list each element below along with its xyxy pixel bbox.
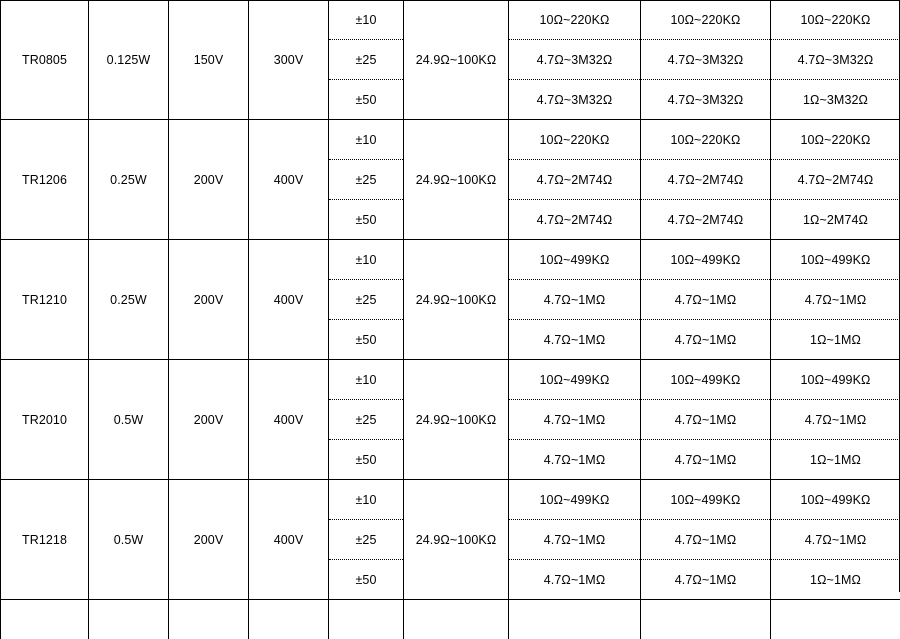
cell-tolerance: ±25 bbox=[329, 400, 404, 440]
cell-overload-voltage: 400V bbox=[249, 480, 329, 600]
cell-tcr-range: 24.9Ω~100KΩ bbox=[404, 120, 509, 240]
cell-resistance-3: 4.7Ω~1MΩ bbox=[771, 400, 900, 440]
cell-power-rating: 0.5W bbox=[89, 480, 169, 600]
cell-tcr-range: 24.9Ω~100KΩ bbox=[404, 480, 509, 600]
table-row bbox=[1, 480, 900, 520]
cell-power-rating: 0.25W bbox=[89, 240, 169, 360]
cell-tolerance: ±25 bbox=[329, 280, 404, 320]
cell-tolerance: ±25 bbox=[329, 40, 404, 80]
cell-resistance-3: 10Ω~220KΩ bbox=[771, 120, 900, 160]
cell-resistance-3: 1Ω~1MΩ bbox=[771, 440, 900, 480]
cell-resistance-1: 10Ω~499KΩ bbox=[509, 240, 641, 280]
cell-resistance-3: 4.7Ω~2M74Ω bbox=[771, 160, 900, 200]
cell-overload-voltage bbox=[249, 600, 329, 639]
cell-resistance-2: 4.7Ω~1MΩ bbox=[641, 440, 771, 480]
cell-working-voltage: 150V bbox=[169, 0, 249, 120]
cell-resistance-1: 4.7Ω~2M74Ω bbox=[509, 160, 641, 200]
cell-overload-voltage: 400V bbox=[249, 120, 329, 240]
cell-resistance-2 bbox=[641, 600, 771, 639]
cell-working-voltage: 200V bbox=[169, 480, 249, 600]
cell-tolerance: ±50 bbox=[329, 80, 404, 120]
cell-resistance-2: 4.7Ω~1MΩ bbox=[641, 520, 771, 560]
cell-resistance-2: 4.7Ω~3M32Ω bbox=[641, 40, 771, 80]
cell-overload-voltage: 400V bbox=[249, 240, 329, 360]
cell-resistance-1: 4.7Ω~1MΩ bbox=[509, 440, 641, 480]
cell-working-voltage: 200V bbox=[169, 120, 249, 240]
cell-power-rating: 0.125W bbox=[89, 0, 169, 120]
table-left-border bbox=[0, 0, 1, 592]
cell-tolerance: ±10 bbox=[329, 360, 404, 400]
cell-tolerance: ±10 bbox=[329, 240, 404, 280]
cell-working-voltage bbox=[169, 600, 249, 639]
cell-resistance-2: 10Ω~499KΩ bbox=[641, 360, 771, 400]
cell-part-number: TR1218 bbox=[1, 480, 89, 600]
cell-resistance-2: 4.7Ω~1MΩ bbox=[641, 400, 771, 440]
cell-tolerance: ±50 bbox=[329, 440, 404, 480]
cell-tcr-range: 24.9Ω~100KΩ bbox=[404, 240, 509, 360]
cell-resistance-1: 4.7Ω~3M32Ω bbox=[509, 40, 641, 80]
cell-working-voltage: 200V bbox=[169, 360, 249, 480]
cell-overload-voltage: 300V bbox=[249, 0, 329, 120]
cell-part-number: TR1206 bbox=[1, 120, 89, 240]
cell-resistance-3: 10Ω~499KΩ bbox=[771, 480, 900, 520]
cell-resistance-2: 10Ω~220KΩ bbox=[641, 120, 771, 160]
cell-tolerance: ±10 bbox=[329, 120, 404, 160]
cell-resistance-2: 4.7Ω~1MΩ bbox=[641, 560, 771, 600]
cell-tcr-range bbox=[404, 600, 509, 639]
cell-resistance-1: 4.7Ω~1MΩ bbox=[509, 280, 641, 320]
cell-resistance-3: 1Ω~1MΩ bbox=[771, 560, 900, 600]
cell-resistance-3: 10Ω~499KΩ bbox=[771, 360, 900, 400]
cell-resistance-3: 4.7Ω~1MΩ bbox=[771, 280, 900, 320]
cell-tolerance: ±10 bbox=[329, 480, 404, 520]
cell-tcr-range: 24.9Ω~100KΩ bbox=[404, 0, 509, 120]
cell-resistance-1: 10Ω~499KΩ bbox=[509, 480, 641, 520]
cell-working-voltage: 200V bbox=[169, 240, 249, 360]
cell-resistance-1: 4.7Ω~1MΩ bbox=[509, 320, 641, 360]
cell-resistance-3: 4.7Ω~3M32Ω bbox=[771, 40, 900, 80]
table-row bbox=[1, 360, 900, 400]
cell-resistance-3: 1Ω~3M32Ω bbox=[771, 80, 900, 120]
cell-tolerance: ±50 bbox=[329, 560, 404, 600]
cell-resistance-1: 10Ω~220KΩ bbox=[509, 0, 641, 40]
cell-resistance-2: 10Ω~499KΩ bbox=[641, 480, 771, 520]
cell-resistance-2: 4.7Ω~2M74Ω bbox=[641, 200, 771, 240]
table-row bbox=[1, 120, 900, 160]
cell-tolerance bbox=[329, 600, 404, 639]
cell-resistance-1 bbox=[509, 600, 641, 639]
cell-resistance-3: 1Ω~1MΩ bbox=[771, 320, 900, 360]
cell-power-rating: 0.25W bbox=[89, 120, 169, 240]
cell-tolerance: ±25 bbox=[329, 160, 404, 200]
cell-part-number: TR0805 bbox=[1, 0, 89, 120]
cell-resistance-2: 10Ω~499KΩ bbox=[641, 240, 771, 280]
cell-tolerance: ±50 bbox=[329, 320, 404, 360]
cell-tolerance: ±25 bbox=[329, 520, 404, 560]
cell-resistance-1: 4.7Ω~3M32Ω bbox=[509, 80, 641, 120]
cell-resistance-3: 10Ω~499KΩ bbox=[771, 240, 900, 280]
cell-resistance-3: 10Ω~220KΩ bbox=[771, 0, 900, 40]
cell-part-number: TR2010 bbox=[1, 360, 89, 480]
cell-resistance-1: 4.7Ω~2M74Ω bbox=[509, 200, 641, 240]
cell-part-number bbox=[1, 600, 89, 639]
table-row bbox=[1, 0, 900, 40]
table-row bbox=[1, 240, 900, 280]
cell-resistance-2: 4.7Ω~3M32Ω bbox=[641, 80, 771, 120]
cell-tcr-range: 24.9Ω~100KΩ bbox=[404, 360, 509, 480]
cell-overload-voltage: 400V bbox=[249, 360, 329, 480]
cell-resistance-2: 10Ω~220KΩ bbox=[641, 0, 771, 40]
cell-resistance-1: 4.7Ω~1MΩ bbox=[509, 520, 641, 560]
cell-resistance-1: 4.7Ω~1MΩ bbox=[509, 560, 641, 600]
table-body bbox=[1, 0, 900, 639]
cell-resistance-1: 10Ω~499KΩ bbox=[509, 360, 641, 400]
cell-resistance-1: 10Ω~220KΩ bbox=[509, 120, 641, 160]
table-top-border bbox=[0, 0, 900, 1]
cell-power-rating bbox=[89, 600, 169, 639]
cell-resistance-3: 1Ω~2M74Ω bbox=[771, 200, 900, 240]
cell-tolerance: ±10 bbox=[329, 0, 404, 40]
cell-resistance-2: 4.7Ω~2M74Ω bbox=[641, 160, 771, 200]
cell-resistance-1: 4.7Ω~1MΩ bbox=[509, 400, 641, 440]
cell-power-rating: 0.5W bbox=[89, 360, 169, 480]
cell-part-number: TR1210 bbox=[1, 240, 89, 360]
cell-tolerance: ±50 bbox=[329, 200, 404, 240]
table-row-partial bbox=[1, 600, 900, 639]
cell-resistance-3: 4.7Ω~1MΩ bbox=[771, 520, 900, 560]
cell-resistance-2: 4.7Ω~1MΩ bbox=[641, 320, 771, 360]
cell-resistance-2: 4.7Ω~1MΩ bbox=[641, 280, 771, 320]
cell-resistance-3 bbox=[771, 600, 900, 639]
